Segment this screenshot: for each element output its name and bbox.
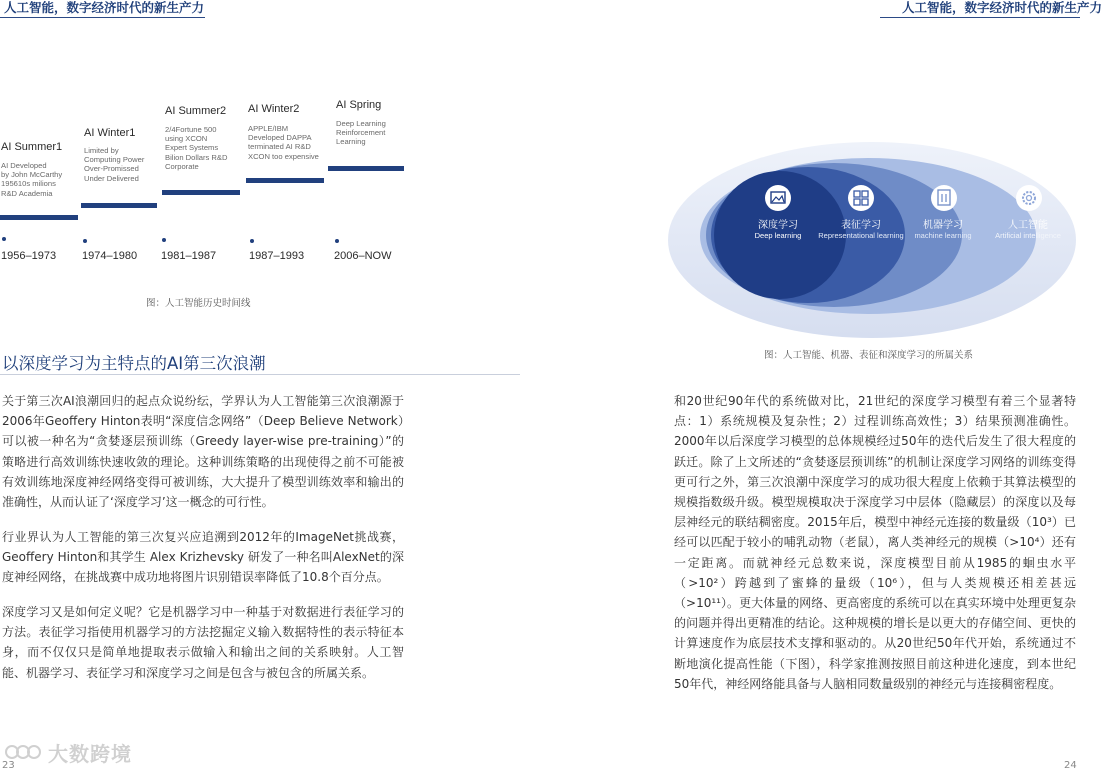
grid-icon [848, 185, 874, 211]
timeline-date: 2006–NOW [334, 250, 392, 262]
timeline-bar [162, 190, 240, 195]
gear-icon [1016, 185, 1042, 211]
timeline-dot [2, 237, 6, 241]
page-number-right: 24 [1064, 760, 1077, 771]
page-number-left: 23 [2, 760, 15, 771]
layer-label-zh: 人工智能 [1008, 220, 1048, 231]
body-paragraph: 深度学习又是如何定义呢？它是机器学习中一种基于对数据进行表征学习的方法。表征学习指使用机器学习的方法挖掘定义输入数据特性的表示特征本身，而不仅仅只是简单地提取表示做输入和输出之间的关系映射。人工智能、机器学习、表征学习和深度学习之间是包含与被包含的所属关系。 [2, 605, 404, 680]
timeline-date: 1987–1993 [249, 250, 305, 262]
section-divider [0, 374, 520, 375]
body-paragraph: 关于第三次AI浪潮回归的起点众说纷纭，学界认为人工智能第三次浪潮源于2006年Geoffery Hinton表明“深度信念网络”（Deep Believe Network）可以被一种名为“贪婪逐层预训练（Greedy layer-wise pre-training）”的策略进行高效训练快速收敛的理论。这种训练策略的出现使得之前不可能被有效训练地深度神经网络变得可被训练，大大提升了模型训练效率和输出的准确性，从而认证了‘深度学习’这一概念的可行性。 [2, 394, 404, 510]
timeline-bar [328, 166, 404, 171]
body-paragraph: 和20世纪90年代的系统做对比，21世纪的深度学习模型有着三个显著特点：1）系统规模及复杂性；2）过程训练高效性；3）结果预测准确性。2000年以后深度学习模型的总体规模经过50年的迭代后发生了很大程度的跃迁。除了上文所述的“贪婪逐层预训练”的机制让深度学习网络的训练变得更可行之外，第三次浪潮中深度学习的成功很大程度上依赖于其算法模型的规模指数级升级。模型规模取决于深度学习中层体（隐藏层）的深度以及每层神经元的联结稠密度。2015年后，模型中神经元连接的数量级（10³）已经可以匹配于较小的哺乳动物（老鼠），离人类神经元的规模（>10⁴）还有一定距离。而就神经元总数来说，深度模型目前从1985的蛔虫水平（>10²）跨越到了蜜蜂的量级（10⁶），但与人类规模还相差甚远（>10¹¹）。更大体量的网络、更高密度的系统可以在真实环境中处理更复杂的问题并得出更精准的结论。这种规模的增长是以更大的存储空间、更快的计算速度作为底层技术支撑和驱动的。从20世纪50年代开始，系统通过不断地演化提高性能（下图），科学家推测按照目前这种进化速度，到本世纪50年代，神经网络能具备与人脑相同数量级别的神经元与连接稠密程度。 [674, 394, 1076, 691]
timeline-phase-title: AI Summer1 [1, 141, 63, 153]
timeline-bar [81, 203, 157, 208]
watermark-text: 大数跨境 [48, 742, 132, 766]
layer-label-en: Representational learning [818, 231, 904, 240]
timeline-phase-desc: APPLE/IBM Developed DAPPA terminated AI R&D XCON too expensive [248, 124, 319, 161]
header-right-title: 人工智能，数字经济时代的新生产力 [902, 0, 1102, 15]
timeline-dot [83, 239, 87, 243]
timeline-dot [335, 239, 339, 243]
layer-label-en: Artificial intelligence [995, 231, 1061, 240]
layer-label-zh: 表征学习 [841, 220, 881, 231]
body-paragraph: 行业界认为人工智能的第三次复兴应追溯到2012年的ImageNet挑战赛，Geoffery Hinton和其学生 Alex Krizhevsky 研发了一种名叫AlexNet的深度神经网络，在挑战赛中成功地将图片识别错误率降低了10.8个百分点。 [2, 530, 404, 585]
timeline-phase-desc: AI Developed by John McCarthy 195610s milions R&D Academia [1, 161, 63, 198]
timeline-bar [0, 215, 78, 220]
timeline-date: 1974–1980 [82, 250, 138, 262]
watermark-logo [4, 742, 42, 762]
nested-ellipse-diagram [668, 140, 1088, 340]
timeline-phase-title: AI Summer2 [165, 105, 227, 117]
timeline-phase-desc: 2/4Fortune 500 using XCON Expert Systems Bilion Dollars R&D Corporate [165, 125, 228, 171]
diagram-caption: 图：人工智能、机器、表征和深度学习的所属关系 [764, 350, 974, 361]
layer-label-zh: 深度学习 [758, 220, 798, 231]
header-right-rule [880, 17, 1080, 18]
timeline-date: 1956–1973 [1, 250, 57, 262]
timeline-dot [162, 238, 166, 242]
layer-label-zh: 机器学习 [923, 220, 963, 231]
timeline-bar [246, 178, 324, 183]
building-icon [931, 185, 957, 211]
section-title: 以深度学习为主特点的AI第三次浪潮 [2, 354, 266, 373]
timeline-date: 1981–1987 [161, 250, 217, 262]
header-left-rule [0, 17, 205, 18]
timeline-dot [250, 239, 254, 243]
image-icon [765, 185, 791, 211]
timeline-caption: 图：人工智能历史时间线 [146, 298, 251, 309]
timeline-phase-desc: Deep Learning Reinforcement Learning [336, 119, 386, 147]
layer-label-en: machine learning [914, 231, 972, 240]
timeline-phase-title: AI Winter2 [248, 103, 300, 115]
header-left-title: 人工智能，数字经济时代的新生产力 [4, 0, 205, 15]
timeline-phase-desc: Limited by Computing Power Over-Promissed Under Delivered [84, 146, 145, 183]
timeline-phase-title: AI Winter1 [84, 127, 136, 139]
layer-label-en: Deep learning [754, 231, 802, 240]
timeline-phase-title: AI Spring [336, 99, 382, 111]
